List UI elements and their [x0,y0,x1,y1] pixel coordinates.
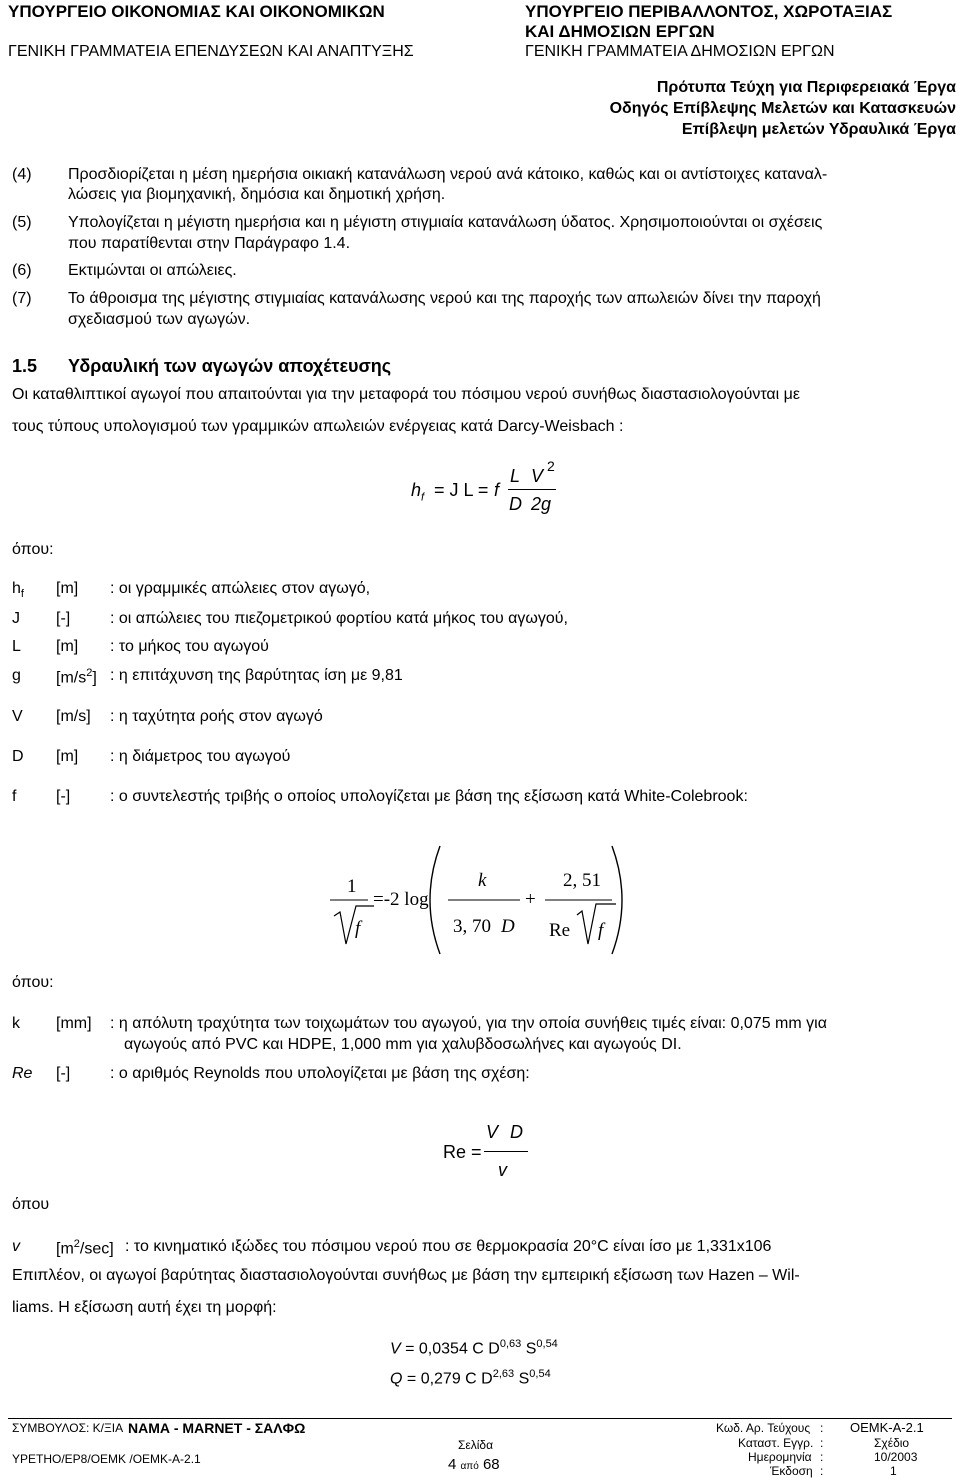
list-item-text: σχεδιασμού των αγωγών. [68,311,251,328]
header-doc-line-2: Οδηγός Επίβλεψης Μελετών και Κατασκευών [609,100,956,117]
list-item-num: (6) [12,262,32,279]
formula-f2: f [598,920,604,941]
formula-den-D: D [509,494,522,514]
definition-symbol: v [12,1238,20,1255]
section-intro: τους τύπους υπολογισμού των γραμμικών απωλειών ενέργειας κατά Darcy-Weisbach : [12,418,624,435]
formula-f-sub: f [421,491,425,504]
formula-v: v [498,1160,507,1180]
list-item-num: (5) [12,214,32,231]
formula-V: V [486,1122,499,1142]
footer-consultant-label: ΣΥΜΒΟΥΛΟΣ: Κ/ΞΙΑ [12,1421,124,1435]
definition-desc: : η απόλυτη τραχύτητα των τοιχωμάτων του αγωγού, για την οποία συνήθεις τιμές είναι: 0,075 mm για [110,1015,827,1032]
where-label: όπου: [12,541,54,558]
definition-desc: αγωγούς από PVC και HDPE, 1,000 mm για χαλυβδοσωλήνες και αγωγούς DI. [124,1036,682,1053]
definition-unit: [m] [56,748,79,765]
footer-colon: : [820,1436,824,1450]
header-doc-line-3: Επίβλεψη μελετών Υδραυλικά Έργα [681,121,956,138]
definition-desc: : η διάμετρος του αγωγού [110,748,291,765]
where-label: όπου: [12,974,54,991]
definition-symbol: J [12,610,20,627]
definition-symbol: Re [12,1065,33,1082]
list-item-text: λώσεις για βιομηχανική, δημόσια και δημοτική χρήση. [68,186,446,203]
definition-unit: $[m/s^2]$ [56,667,97,687]
definition-unit: [-] [56,610,71,627]
list-item-text: που παρατίθενται στην Παράγραφο 1.4. [68,235,351,252]
definition-unit: [mm] [56,1015,92,1032]
footer-date-label: Ημερομηνία [748,1450,812,1464]
list-item-num: (7) [12,290,32,307]
footer-doc-code-label: Κωδ. Αρ. Τεύχους [716,1421,811,1435]
definition-symbol: L [12,638,21,655]
definition-desc: : η επιτάχυνση της βαρύτητας ίση με 9,81 [110,667,403,684]
footer-colon: : [820,1450,824,1464]
list-item-text: Προσδιορίζεται η μέση ημερήσια οικιακή κατανάλωση νερού ανά κάτοικο, καθώς και οι αντίστοιχες καταναλ- [68,166,828,183]
formula-Re: Re [443,1142,467,1162]
formula-D: D [510,1122,523,1142]
formula-k: k [478,870,487,891]
footer-doc-code-value: OEMK-A-2.1 [850,1420,924,1435]
definition-unit: $[m^2/\sec]$ [56,1238,114,1258]
header-right-ministry-1: ΥΠΟΥΡΓΕΙΟ ΠΕΡΙΒΑΛΛΟΝΤΟΣ, ΧΩΡΟΤΑΞΙΑΣ [525,2,893,21]
formula-sup-2: 2 [547,458,555,474]
footer-status-value: Σχέδιο [874,1436,910,1450]
formula-num-V: V [531,466,544,486]
footer-page-indicator: 4 από 68 [448,1456,500,1473]
footer-date-value: 10/2003 [874,1450,918,1464]
footer-edition-label: Έκδοση [770,1464,813,1478]
footer-edition-value: 1 [890,1464,897,1478]
hazen-text: liams. Η εξίσωση αυτή έχει τη μορφή: [12,1299,277,1316]
fraction-bar [484,1151,528,1152]
header-right-ministry-2: ΚΑΙ ΔΗΜΟΣΙΩΝ ΕΡΓΩΝ [525,22,715,41]
definition-desc: : οι γραμμικές απώλειες στον αγωγό, [110,580,371,597]
formula-h: h [411,480,422,500]
definition-desc: : η ταχύτητα ροής στον αγωγό [110,708,323,725]
definition-symbol: $h_f$ [12,580,24,601]
list-item-text: Το άθροισμα της μέγιστης στιγμιαίας κατανάλωσης νερού και της παροχής των απωλειών δίνει την παροχή [68,290,821,307]
formula-f: f [494,480,500,500]
formula-plus: + [525,889,536,910]
formula-den-2g: 2g [531,494,552,514]
definition-desc: : ο συντελεστής τριβής ο οποίος υπολογίζεται με βάση της εξίσωση κατά White-Colebrook: [110,788,748,805]
definition-symbol: k [12,1015,20,1032]
hazen-text: Επιπλέον, οι αγωγοί βαρύτητας διαστασιολογούνται συνήθως με βάση την εμπειρική εξίσωση των Hazen – Wil- [12,1267,800,1284]
header-left-ministry: ΥΠΟΥΡΓΕΙΟ ΟΙΚΟΝΟΜΙΑΣ ΚΑΙ ΟΙΚΟΝΟΜΙΚΩΝ [8,2,385,21]
footer-consultant-name: ΝΑΜΑ - MARNET - ΣΑΛΦΩ [128,1420,306,1436]
formula-D: D [501,916,515,937]
list-item-text: Υπολογίζεται η μέγιστη ημερήσια και η μέγιστη στιγμιαία κατανάλωση ύδατος. Χρησιμοποιούνται οι σχέσεις [68,214,823,231]
definition-desc: : ο αριθμός Reynolds που υπολογίζεται με βάση της σχέση: [110,1065,530,1082]
definition-desc: : το μήκος του αγωγού [110,638,269,655]
footer-left-code: ΥΡΕΤΗΟ/ΕΡ8/ΟΕΜΚ /ΟΕΜΚ-Α-2.1 [12,1452,201,1466]
definition-symbol: V [12,708,23,725]
formula-eq: = [471,1142,482,1162]
definition-unit: [m/s] [56,708,91,725]
list-item-num: (4) [12,166,32,183]
formula-eq: = J L = [434,480,489,500]
definition-desc: : το κινηματικό ιξώδες του πόσιμου νερού που σε θερμοκρασία 20°C είναι ίσο με 1,331x106 [125,1238,772,1255]
definition-symbol: g [12,667,21,684]
formula-f: f [355,918,361,939]
definition-unit: [m] [56,638,79,655]
header-left-secretariat: ΓΕΝΙΚΗ ΓΡΑΜΜΑΤΕΙΑ ΕΠΕΝΔΥΣΕΩΝ ΚΑΙ ΑΝΑΠΤΥΞΗΣ [8,43,414,60]
equation-velocity: V = 0,0354 C D$^{0,63}$ S$^{0,54}$ [390,1338,558,1358]
formula-eq-log: =-2 log [373,889,429,910]
definition-symbol: f [12,788,17,805]
formula-one: 1 [347,876,357,897]
footer-divider [8,1418,952,1419]
header-doc-line-1: Πρότυπα Τεύχη για Περιφερειακά Έργα [656,79,956,96]
formula-Re: Re [549,920,571,941]
section-title: Υδραυλική των αγωγών αποχέτευσης [68,356,392,376]
list-item-text: Εκτιμώνται οι απώλειες. [68,262,237,279]
formula-370: 3, 70 [453,916,491,937]
where-label: όπου [12,1196,50,1213]
section-intro: Οι καταθλιπτικοί αγωγοί που απαιτούνται για την μεταφορά του πόσιμου νερού συνήθως διαστασιολογούνται με [12,386,801,403]
definition-symbol: D [12,748,24,765]
footer-status-label: Καταστ. Εγγρ. [738,1436,814,1450]
footer-colon: : [820,1464,824,1478]
footer-colon: : [820,1421,824,1435]
footer-page-label: Σελίδα [458,1438,494,1452]
equation-flow: Q = 0,279 C D$^{2,63}$ S$^{0,54}$ [390,1368,551,1388]
header-right-secretariat: ΓΕΝΙΚΗ ΓΡΑΜΜΑΤΕΙΑ ΔΗΜΟΣΙΩΝ ΕΡΓΩΝ [525,43,835,60]
formula-num-L: L [510,466,521,486]
definition-unit: [-] [56,1065,71,1082]
definition-desc: : οι απώλειες του πιεζομετρικού φορτίου κατά μήκος του αγωγού, [110,610,568,627]
formula-251: 2, 51 [563,870,601,891]
definition-unit: [m] [56,580,79,597]
section-number: 1.5 [12,356,38,376]
definition-unit: [-] [56,788,71,805]
